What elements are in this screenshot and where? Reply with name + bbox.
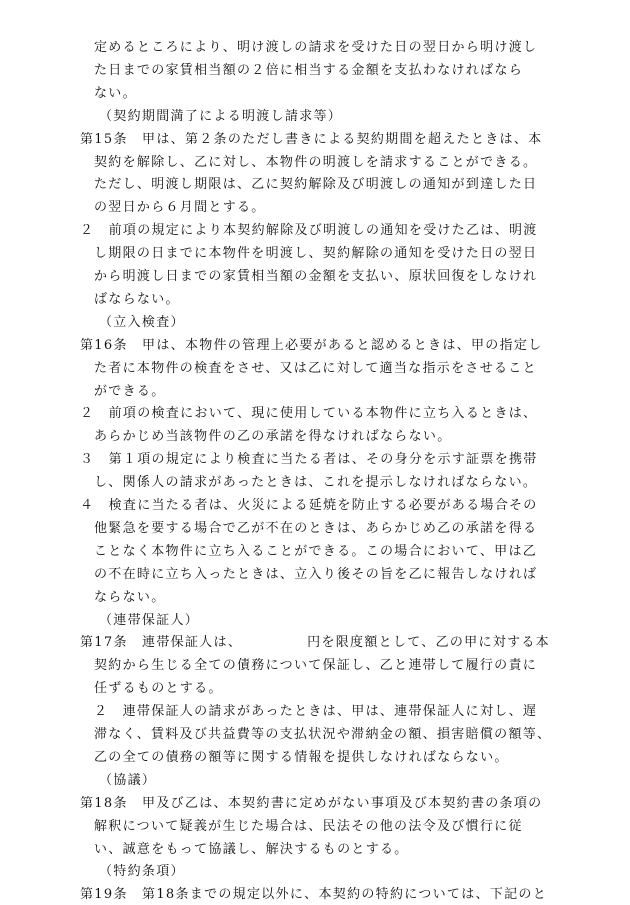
paragraph-4: ４ 検査に当たる者は、火災による延焼を防止する必要がある場合その <box>80 498 538 513</box>
article-18: 第18条 甲及び乙は、本契約書に定めがない事項及び本契約書の条項の <box>80 796 543 811</box>
paragraph-3: ３ 第１項の規定により検査に当たる者は、その身分を示す証票を携帯 <box>80 452 538 467</box>
text-line: 第19条 第18条までの規定以外に、本契約の特約については、下記のと <box>80 887 548 902</box>
text-line: （特約条項） <box>99 864 185 879</box>
text-line: ができる。 <box>94 384 166 399</box>
text-line: し、関係人の請求があったときは、これを提示しなければならない。 <box>94 475 538 490</box>
text-line: あらかじめ当該物件の乙の承諾を得なければならない。 <box>94 429 452 444</box>
text-line: 契約から生じる全ての債務について保証し、乙と連帯して履行の責に <box>94 658 538 673</box>
text-line: た者に本物件の検査をさせ、又は乙に対して適当な指示をさせること <box>94 361 537 376</box>
text-line: 乙の全ての債務の額等に関する情報を提供しなければならない。 <box>94 750 509 765</box>
text-line: から明渡し日までの家賃相当額の金額を支払い、原状回復をしなけれ <box>94 269 538 284</box>
text-line: の不在時に立ち入ったときは、立入り後その旨を乙に報告しなければ <box>94 567 538 582</box>
text-line: ない。 <box>94 86 137 101</box>
paragraph-2: ２ 前項の検査において、現に使用している本物件に立ち入るときは、 <box>80 406 538 421</box>
text-line: 解釈について疑義が生じた場合は、民法その他の法令及び慣行に従 <box>94 819 523 834</box>
text-line: 定めるところにより、明け渡しの請求を受けた日の翌日から明け渡し <box>94 40 538 55</box>
text-line: た日までの家賃相当額の２倍に相当する金額を支払わなければなら <box>94 63 524 78</box>
text-line: の翌日から６月間とする。 <box>94 200 266 215</box>
article-16: 第16条 甲は、本物件の管理上必要があると認めるときは、甲の指定し <box>80 338 543 353</box>
paragraph-2: ２ 前項の規定により本契約解除及び明渡しの通知を受けた乙は、明渡 <box>80 223 538 238</box>
text-line: ばならない。 <box>94 292 180 307</box>
article-15: 第15条 甲は、第２条のただし書きによる契約期間を超えたときは、本 <box>80 132 543 147</box>
text-line: 任ずるものとする。 <box>94 681 223 696</box>
text-line: 他緊急を要する場合で乙が不在のときは、あらかじめ乙の承諾を得る <box>94 521 538 536</box>
text-line: ただし、明渡し期限は、乙に契約解除及び明渡しの通知が到達した日 <box>94 177 538 192</box>
text-line: ことなく本物件に立ち入ることができる。この場合において、甲は乙 <box>94 544 538 559</box>
text-line: 契約を解除し、乙に対し、本物件の明渡しを請求することができる。 <box>94 155 538 170</box>
text-line: ならない。 <box>94 590 166 605</box>
section-heading: （立入検査） <box>99 315 185 330</box>
article-17: 第17条 連帯保証人は、 円を限度額として、乙の甲に対する本 <box>80 635 550 650</box>
text-line: い、誠意をもって協議し、解決するものとする。 <box>94 842 409 857</box>
text-line: し期限の日までに本物件を明渡し、契約解除の通知を受けた日の翌日 <box>94 246 538 261</box>
text-line: 滞なく、賃料及び共益費等の支払状況や滞納金の額、損害賠償の額等、 <box>94 727 552 742</box>
section-heading: （協議） <box>99 773 157 788</box>
section-heading: （契約期間満了による明渡し請求等） <box>99 109 343 124</box>
paragraph-2: ２ 連帯保証人の請求があったときは、甲は、連帯保証人に対し、遅 <box>94 704 538 719</box>
section-heading: （連帯保証人） <box>99 613 200 628</box>
